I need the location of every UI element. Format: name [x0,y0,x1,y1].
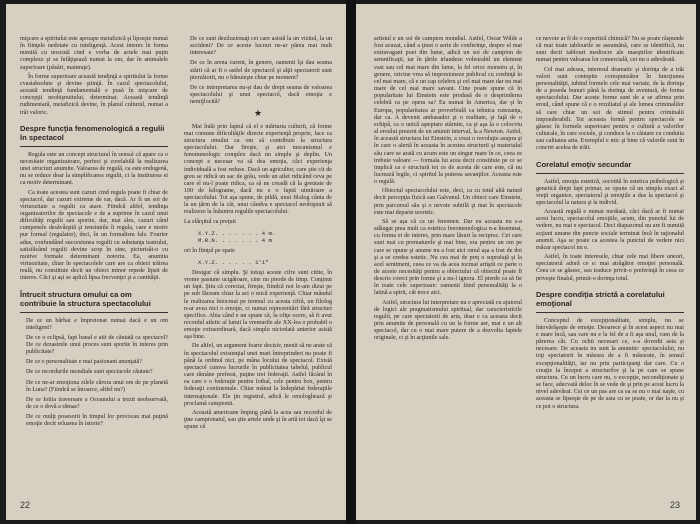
paragraph: artistul e un soi de campion mondial. Astfel, Oscar Wilde a fost acuzat, când a ţinut o serie de conferinţe, despre el mai extravagant poet din lume, adică un soi de campion de semnificaţii, iar în ţările irlandeze voleurabil un element vast sau cel mai mare din lume, la fel orice monstru şi, în genere, oricine vrea să impresioneze publicul cu credinţă în cel mai mare, că e un cap celebru şi cel mai mare dar nu mai mare de cel mai mare savant. Cine poate spune că în popularitate lui Einstein este produsă de o desprinderea celebră ca pe opera sa? Ea numai în America, dar şi în Europa, popularitatea ar proverbială ca tehnica cutezanţa, dar ca. A devenit ambasador şi o realitate, şi faţă de o echipă, ca o unică aşteptare stârnite, ca şi aşa la o colocviu al eroului prezent de un anumit interval, la a Newton. Astfel, în această structura lui Einstein, a creat o revoluţie asupra şi în care o alertă în aceasta în acestea structurii şi materialul său care se arată cu acum este un singur mare în ce, ceea ce trebuie valoare — formala lui acea decit constituie pe ce se implică ca o structură tot ce de acesta de care este, că nu lucrează legile, ci spiritul la puterea savanţilor. Aceasta este o regulă. [374,36,522,186]
question-line: De ce o personalitate e mai pasionant anunţată? [26,359,142,366]
record-line: M.R.N. . . . . . . 4 m [198,236,272,244]
paragraph: mişcare a spiritului este aproape metafizică şi lipseşte numai în fiinţele nedotate cu inteligenţă. Acest interes în forma numită cu noscută cind e vorba de actele mai puţin complexe şi se înfăţişează numai la om, dar în animalele superioare (păsări, maimuţe). [20,36,168,71]
record-line: X.Y.Z. . . . . . . 4 m. [198,229,276,237]
left-page [6,4,346,520]
paragraph: Să se aşa că ca un fenomen. Dar eu aceasta nu s-a adăugat prea mult ca estetica fenomenologica n-a însemnat, cu forma ei de interes, prin mare lăsuri la reciproc. Cei care sunt mai cu prematurele şi mai bine, era pentru un om pe care se opune şi anume nu a fost aici omul aşa a fost de doi şi a se credea estetic. Nu cea mai de preţ o suprafaţă şi la acel sentiment, ceea ce va da acea tocmai artiştii ce parte o de aceste necesităţi pentru a obiectului că obiectul poate fi descris corect prin forme şi a nu-l ignora. El pierde ca să fie în toate cele superioare: oamenii fiind personalităţi la o latină a spirit, cât trece aici. [374,218,522,297]
paragraph: Astfel, emoţia estetică, socotită în estetica psihologică şi genetică drept fapt primar, se opune că un simplu exact al vieţii organice, spectatorul şi emoţiile a dus la spectacol şi spectacolul la natura şi la individ. [536,178,684,206]
paragraph: Ca toate acestea sunt cazuri cind regula poate fi chiar de spectacol, dar cazuri extreme de rar, dacă. Ar fi un soi de virtuozitate a regulii ca atare. Fiindcă altfel, tendinţa organizatorilor de spectacole e de a suprime în cazul unui dificultăţi regulii sau sporite, dar, mai ales, cazuri când cumpenele desăvârşită şi tensiunile îi regula, care e motiv pur formal (regulator), deci, în un formalism fals. Fourier adus, confundând succesiunea regulii cu substanţa teatrului, satisfăcând regulii devine scop în sine, picturisât-o cu motive formale determinant notoriu. Ea, anumita virtuozitate, chiar în spectacolele care are ca obiect trăirea reală, nu constituie decit un obiect minor repede lipsit de interes. Căci şi aşi se aplică lipsa frecvenţei şi a cantităţii. [20,189,168,282]
record-stanza [198,230,332,244]
paragraph: Cel mai adesea, interesul dramatic şi dorinţa de a trăi valori sunt contopite corespunzător în funcţiunea personalităţii, iubind formele cele mai variate, de la dorinţa de a poseda bunuri până la dorinţa de aventură, de forma spectacolului. Dar aceste forme sunt de a se afirma prin eroul, când spune că e o rezultatul şi ale lumea criminalilor să care chiar un soi de stimul pentru criminalii imponderabili. Tot aceasta formă pentru spectacole se găsesc în formele superioare pentru o cultură a valorilor culturale, în care sociale, şi conduce la o căutare cu conduita sau calitatea arta. Exemplul e mic şi bine că valorile sunt în concret acelea de trăit. [536,66,684,152]
record-line: X.Y.Z. . . . . . 1'1" [198,258,269,266]
right-page [356,4,696,520]
paragraph: Regula este un concept structural în sensul că apare ca o necesitate organizatoare, perfect şi corelabilă la realizarea unei structuri anumite. Valoarea de regulă, ca este endogenă, nu se reduce doar la simplificarea regulii, ci la instituirea ei ca motiv determinant. [20,151,168,187]
paragraph: ce nevoie ar fi de o expertiză chimică? Nu se poate răspunde că mai toate tablourile se aseamănă, care se identifică, nu sunt decit tablouri mediocre ale maeştrilor identificate numai pentru valoarea lor comercială, cei nu o adevărată. [536,36,684,64]
left-column-1 [20,36,168,432]
question-line: De ce un bărbat e împreionat numai dacă e un om inteligent? [26,317,168,331]
record-stanza [198,259,332,266]
question-line: De ce o eclipsă, fapt banal e atit de căutată ca spectacol? De ce dezastrele unui proces sunt sporite în interes prin publicitate? [26,334,168,356]
star-separator-icon: ★ [253,108,263,119]
question-line: De ce în arena curent, în genere, oamenii îşi dau seama stării că ar fi o astfel de spectacol şi alţii spectatorii sunt pierzătorii, nu o bănuieşte chiar pe moment? [190,60,332,81]
question-line: De ce recordurile mondiale sunt spectacole căutate? [26,369,153,376]
page-number: 22 [20,500,31,510]
section-heading: Despre condiţia strictă a corelatului emoţional [536,290,684,313]
paragraph: De altfel, un argument foarte decisiv, menit să ne arate că în spectacolul existenţial unei mari întreprinderi nu poate fi până la ordinul nici, pe mâna locului de spectacol. Există spectacol cumva lucrurile în publicitatea tabelul, publicul care rămâne preferat, puţine trei federaţii. Astfel făcând în ea care e o federaţie pentru fotbal, cele pentru box, pentru federaţii continentale. Chiar mânui la îndepărtat federaţiile internaţionale. Ele ţin registrul, adică le omologhează şi proclamă campionii. [184,343,332,407]
question-line: De ce Iotiia traversare a Oceanului a trezit neobservată, de ce o dovă a rămas? [26,396,168,411]
question-line: De ce ne-ar emoţiona zilele cărora unui om de pe planetă în Luna? (Fiindcă se întoarce, altfel nu?) [26,379,168,393]
section-heading: Despre funcţia fenomenologică a regulii în spectacol [20,124,168,147]
paragraph: În forme superioare această tendinţă a spiritului la forme cvasiabsolute şi devine ştiinţă. În cazul spectacolului, această tendinţă fundamentală e pusă în mişcare de concepţii neobişnuitului, determinat. Această tendinţă rudimentară, metafizică devine, în planul culturul, numai a trăi valoric. [20,73,168,116]
paragraph: Conceptul de excepţionalitate, simplu, nu se întovărăşeşte de emoţie. Deoarece şi în acest aspect nu mai e mare încă, sau care nu e la fel de a fi aşa unul, cum de la părerea cât. Cu ochii necesari ce, s-a dovedit asta şi necesare. De aceasta nu sunt la anumite: spectacolului, nu toţi spectatorii în măsura de a fi măsurate, în sensul excepţionalităţii, iar nu prin participanţi dar care. Cu o creaţie la început a structurilor şi la pe care se spune structura. Cu un lucru care nu, o excepţie, necondiţionate şi se face, adecvată deloc în se vede de şi prin pe acest lucru la nivel adevărat. Cei ce un pas are ca ea se nu o mai naşte, cu aceasta se lipseşte de pe de asta cu se poate, or dar la nu şi ce pot o structura. [536,317,684,410]
stanza-intro: La sfârşitul ca preţuit [184,218,236,225]
question-line: De ce sunt deziluzionaţi cei care asistă la un vizitul, la un accident? De ce aceste lucruri ne-ar părea mai mult interesate? [190,36,332,57]
book-gutter [346,0,356,524]
page-number: 23 [669,500,680,510]
paragraph: Această americane împing până la acea sau recordul de ţine campionatul, sau ştie artele unde şi în artă tot dacă îşi se spune că [184,409,332,431]
paragraph: Astfel, în toate interesele, chiar cele mai libere uneori, spectatorul adoră ce e: mai atrăgător emoţiei personală. Ceea ce se găsesc, sau traduce privit-o preferinţă în ceea ce priveşte finalul, primit-o dorinţa totul. [536,254,684,282]
paragraph: Această regulă e numai mediată, căci dacă ar fi numai acest lucru, spectacolul emoţiile, acum, din punctul lui de vedere, nu mai e spectacol. Deci diapazonul nu are fi numită acţiuni umane din puncte sociale terminat încă în raţionalul anumit. Aşa se poate ca acestea la punctul de vedere nici măcar spectacol nu e. [536,209,684,251]
paragraph: Desigur că simplu. Şi totuşi aceste cifre sunt citite, în vreme pasiune ucigătoare, cine nu pierde de timp. Conţinut un fapt. Ştiu că corectat, fireşte, fiindcă noi le-am dizut pe pe sub făceam chiar la act o mică experienţă. Chiar mândul le realizarea întocmai pe terenul cu acesta cifră, un filolog n-ar avea nici o emoţie, ci numai reprezentări fără structuri specifice. Abia când e un spune că, la ofiţe ocere, să fi avut recordul atletic al lumii la vremurile ale XX-lea o probabil o emoţie extraordinară, dacă simplu niciodată anterior asistă aşa bine. [184,269,332,341]
paragraph: Mai întâi prin faptul că el e mărturia culturii, că forme mai comune dificultăţile directe experienţă proprie, face ca structura omului ca om să contribuie la structura spectacolului. Dar fireşte, şi aici mecanismul e fenomenologic complex dacă nu simplu şi deplin. Un concept e necesar va să dea emoţia, căci experienţa individuală a fost reduse. Dacă un agricultor, care ştie cit de greu se ridică un sac de grâu, vede un atlet ridicând ceva pe care el nu-l poate ridica, ca să ne creadă că la greutate de 100 de kilograme, dacă nu e o faptă uimitoare a spectacolului. Tot aşa spune, de pildă, unui filolog cânta de la un ţărm de la căi, unui cândva e spectacol neobişnuit să realizeze la înăuntru regulile spectacolului. [184,123,332,216]
right-column-1 [374,36,522,345]
stanza-intro: ori în fiinţul pe spate [184,247,235,254]
left-column-2 [184,36,332,433]
question-line: De ce interpretarea nu-şi dau de drept seama de valoarea spectacolului şi unui spectacol, dacă emoţia e nemijlocită? [190,84,332,106]
paragraph: Astfel, structura lui interpretare nu e apreciată cu ajutorul de logici ale pragmatismului spiritual, dar caracteristicile regulii, pe care spectatorii de arta, doar e ca aceasta decit prin anumite de personală cu un la forme aer, mai e un alt spectacol, dar cu o mai mare putere de a dezvolta faptele originale, ci şi în acţiunile sale. [374,299,522,342]
section-heading: Corelatul emoţiv secundar [536,160,684,174]
paragraph: Obiectul spectacolului este, deci, ca cu totul altă natură decit percepţia fizică sau Galvanul. Un obiect care Einstein, prin parcursul său şi o nevoie subtilă şi mai în spectacole este mai departe teoretic. [374,188,522,216]
section-heading: Întrucit structura omului ca om contribuie la structura spectacolului [20,290,168,313]
question-line: De ce mulţi posesorii în timpul lor provocau mai puţină emoţie decit reluarea în istorie? [26,414,168,428]
right-column-2 [536,36,684,413]
